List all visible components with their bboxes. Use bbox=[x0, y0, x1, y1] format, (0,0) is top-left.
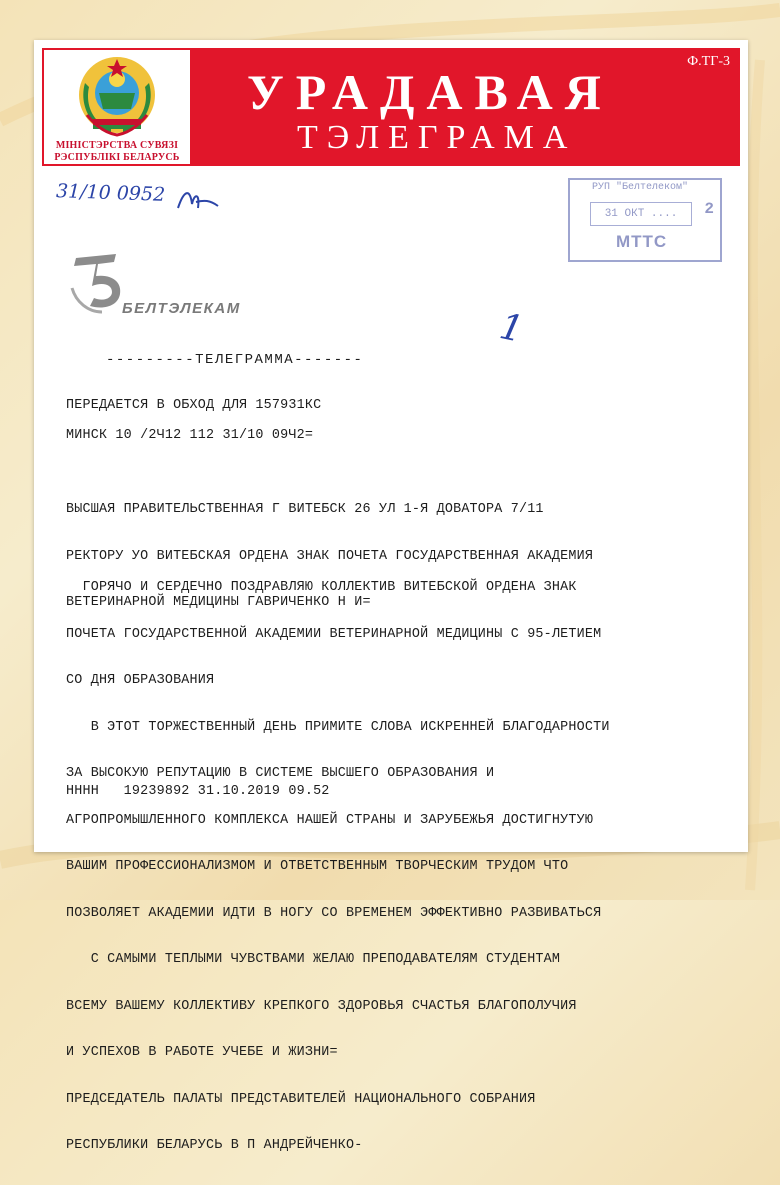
handwritten-signature-icon bbox=[176, 186, 220, 214]
beltelecom-logo-icon bbox=[68, 248, 128, 314]
handwritten-receipt-time: 31/10 0952 bbox=[55, 180, 166, 206]
receipt-stamp bbox=[568, 178, 722, 262]
address-line: ВЕТЕРИНАРНОЙ МЕДИЦИНЫ ГАВРИЧЕНКО Н И= bbox=[66, 595, 371, 610]
body-line: ЗА ВЫСОКУЮ РЕПУТАЦИЮ В СИСТЕМЕ ВЫСШЕГО ОБРАЗОВАНИЯ И bbox=[66, 766, 495, 781]
stamp-org: РУП "Белтелеком" bbox=[592, 182, 689, 193]
routing-line: МИНСК 10 /2Ч12 112 31/10 09Ч2= bbox=[66, 428, 314, 443]
ministry-name-line2: РЭСПУБЛІКІ БЕЛАРУСЬ bbox=[54, 152, 180, 163]
body-line: ВАШИМ ПРОФЕССИОНАЛИЗМОМ И ОТВЕТСТВЕННЫМ ТВОРЧЕСКИМ ТРУДОМ ЧТО bbox=[66, 859, 569, 874]
stamp-date: 31 ОКТ .... bbox=[590, 202, 692, 226]
body-line: СО ДНЯ ОБРАЗОВАНИЯ bbox=[66, 673, 215, 688]
body-line: ВСЕМУ ВАШЕМУ КОЛЛЕКТИВУ КРЕПКОГО ЗДОРОВЬЯ СЧАСТЬЯ БЛАГОПОЛУЧИЯ bbox=[66, 998, 577, 1014]
address-line: РЕКТОРУ УО ВИТЕБСКАЯ ОРДЕНА ЗНАК ПОЧЕТА ГОСУДАРСТВЕННАЯ АКАДЕМИЯ bbox=[66, 548, 594, 564]
state-emblem-icon bbox=[75, 53, 159, 139]
telegram-sheet bbox=[34, 40, 748, 1153]
telegram-heading: ---------ТЕЛЕГРАММА------- bbox=[106, 352, 364, 368]
title-line1: УРАДАВАЯ bbox=[247, 64, 613, 120]
title-line2: ТЭЛЕГРАМА bbox=[297, 119, 577, 156]
signature-line: ПРЕДСЕДАТЕЛЬ ПАЛАТЫ ПРЕДСТАВИТЕЛЕЙ НАЦИОНАЛЬНОГО СОБРАНИЯ bbox=[66, 1091, 536, 1107]
body-line: ГОРЯЧО И СЕРДЕЧНО ПОЗДРАВЛЯЮ КОЛЛЕКТИВ ВИТЕБСКОЙ ОРДЕНА ЗНАК bbox=[66, 580, 577, 595]
address-line: ВЫСШАЯ ПРАВИТЕЛЬСТВЕННАЯ Г ВИТЕБСК 26 УЛ 1-Я ДОВАТОРА 7/11 bbox=[66, 502, 544, 517]
body-line: АГРОПРОМЫШЛЕННОГО КОМПЛЕКСА НАШЕЙ СТРАНЫ И ЗАРУБЕЖЬЯ ДОСТИГНУТУЮ bbox=[66, 812, 594, 828]
transmission-line: ПЕРЕДАЕТСЯ В ОБХОД ДЛЯ 157931КС bbox=[66, 398, 322, 413]
ministry-name-line1: МІНІСТЭРСТВА СУВЯЗІ bbox=[55, 140, 179, 151]
footer-service-line: НННН 19239892 31.10.2019 09.52 bbox=[66, 784, 330, 799]
stamp-number: 2 bbox=[704, 200, 714, 218]
body-line: В ЭТОТ ТОРЖЕСТВЕННЫЙ ДЕНЬ ПРИМИТЕ СЛОВА ИСКРЕННЕЙ БЛАГОДАРНОСТИ bbox=[66, 719, 610, 735]
body-line: С САМЫМИ ТЕПЛЫМИ ЧУВСТВАМИ ЖЕЛАЮ ПРЕПОДАВАТЕЛЯМ СТУДЕНТАМ bbox=[66, 952, 561, 967]
body-line: И УСПЕХОВ В РАБОТЕ УЧЕБЕ И ЖИЗНИ= bbox=[66, 1045, 338, 1060]
operator-logo-text: БЕЛТЭЛЕКАМ bbox=[122, 300, 241, 317]
stamp-office: МТТС bbox=[616, 232, 668, 251]
form-code: Ф.ТГ-3 bbox=[687, 54, 730, 69]
signature-line: РЕСПУБЛИКИ БЕЛАРУСЬ В П АНДРЕЙЧЕНКО- bbox=[66, 1138, 363, 1153]
body-line: ПОЧЕТА ГОСУДАРСТВЕННОЙ АКАДЕМИИ ВЕТЕРИНАРНОЙ МЕДИЦИНЫ С 95-ЛЕТИЕМ bbox=[66, 626, 602, 642]
body-line: ПОЗВОЛЯЕТ АКАДЕМИИ ИДТИ В НОГУ СО ВРЕМЕНЕМ ЭФФЕКТИВНО РАЗВИВАТЬСЯ bbox=[66, 905, 602, 921]
message-body bbox=[66, 549, 610, 1185]
emblem-panel bbox=[44, 50, 190, 164]
handwritten-copy-number: 1 bbox=[495, 306, 527, 351]
header-banner bbox=[42, 48, 740, 166]
